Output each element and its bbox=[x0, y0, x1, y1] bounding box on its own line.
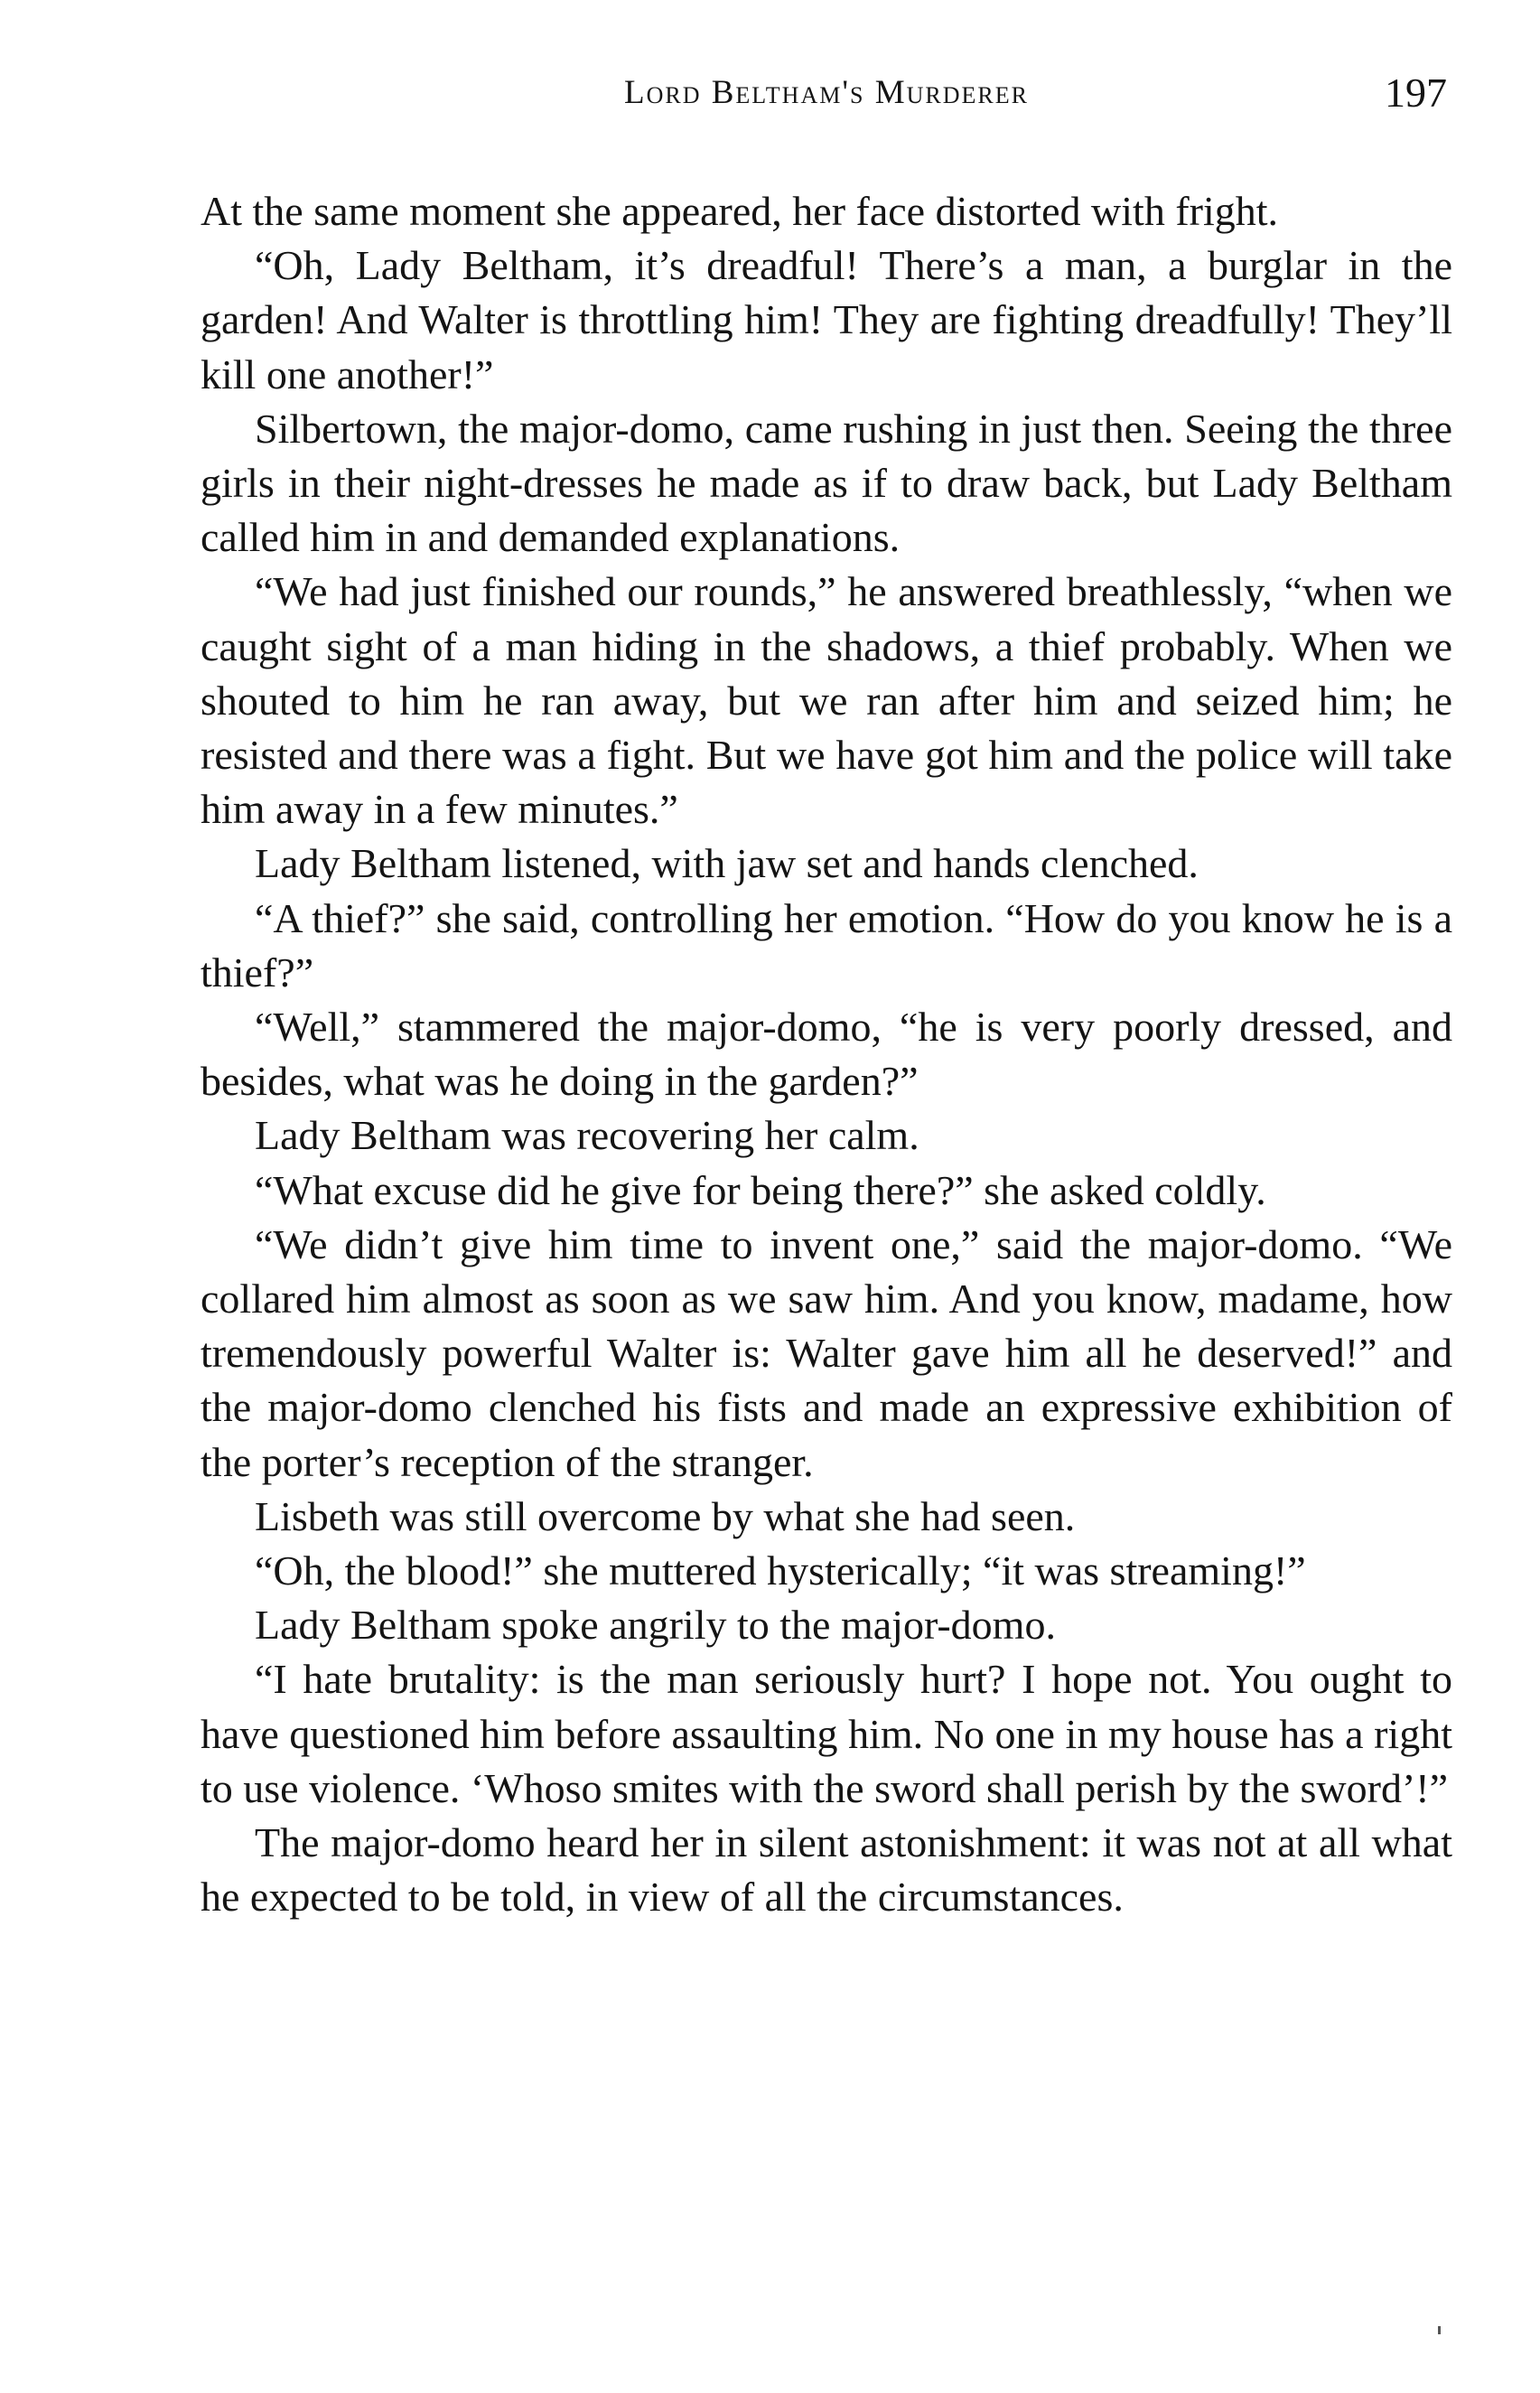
paragraph: Lisbeth was still overcome by what she had seen. bbox=[255, 1492, 1076, 1539]
paragraph: Lady Beltham spoke angrily to the major-domo. bbox=[255, 1602, 1056, 1649]
paragraph: “What excuse did he give for being there?” she asked coldly. bbox=[255, 1166, 1266, 1213]
body-text bbox=[201, 184, 1452, 1925]
page-number: 197 bbox=[1385, 70, 1447, 116]
paragraph: Lady Beltham was recovering her calm. bbox=[255, 1112, 919, 1159]
paragraph: “We had just finished our rounds,” he answered breathlessly, “when we caught sight of a man hiding in the shadows, a thief probably. When we shouted to him he ran away, but we ran after him and seized him; he resisted and there was a fight. But we have got him and the police will take him away in a few minutes.” bbox=[201, 568, 1452, 833]
running-title: Lord Beltham's Murderer bbox=[624, 74, 1029, 111]
paragraph: “Oh, Lady Beltham, it’s dreadful! There’s a man, a burglar in the garden! And Walter is throttling him! They are fighting dreadfully! They’ll kill one another!” bbox=[201, 242, 1452, 397]
paragraph: The major-domo heard her in silent astonishment: it was not at all what he expected to be told, in view of all the circumstances. bbox=[201, 1819, 1452, 1921]
paragraph: Silbertown, the major-domo, came rushing in just then. Seeing the three girls in their night-dresses he made as if to draw back, but Lady Beltham called him in and demanded explanations. bbox=[201, 405, 1452, 561]
running-head bbox=[201, 61, 1452, 125]
paragraph: Lady Beltham listened, with jaw set and hands clenched. bbox=[255, 840, 1199, 887]
paragraph: “We didn’t give him time to invent one,” said the major-domo. “We collared him almost as soon as we saw him. And you know, madame, how tremendously powerful Walter is: Walter gave him all he deserved!” and the major-domo clenched his fists and made an expressive exhibition of the porter’s reception of the stranger. bbox=[201, 1220, 1452, 1485]
paragraph: “A thief?” she said, controlling her emotion. “How do you know he is a thief?” bbox=[201, 894, 1452, 996]
paragraph: At the same moment she appeared, her face distorted with fright. bbox=[201, 188, 1279, 234]
paragraph: “I hate brutality: is the man seriously hurt? I hope not. You ought to have questioned him before assaulting him. No one in my house has a right to use violence. ‘Whoso smites with the sword shall perish by the sword’!” bbox=[201, 1656, 1452, 1811]
scan-mark bbox=[1438, 2326, 1441, 2334]
paragraph: “Oh, the blood!” she muttered hysterically; “it was streaming!” bbox=[255, 1547, 1306, 1594]
paragraph: “Well,” stammered the major-domo, “he is very poorly dressed, and besides, what was he doing in the garden?” bbox=[201, 1004, 1452, 1105]
